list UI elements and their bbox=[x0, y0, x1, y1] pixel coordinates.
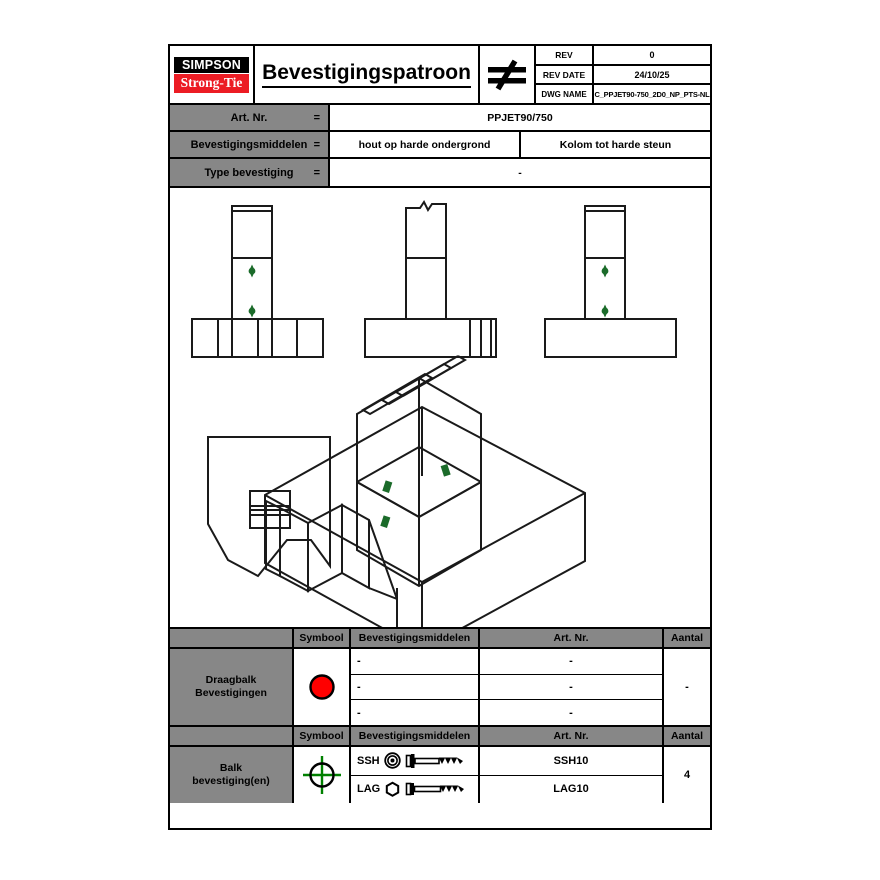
spec-label-bevestigingsmiddelen bbox=[170, 132, 330, 157]
rev-date-value: 24/10/25 bbox=[634, 69, 670, 80]
row-label-line1: Draagbalk bbox=[205, 673, 257, 686]
lag-screw-icon bbox=[405, 781, 467, 797]
logo-strongtie-text: Strong-Tie bbox=[174, 74, 249, 93]
row-label-balk bbox=[170, 747, 294, 803]
fastener-lag-cell bbox=[351, 776, 480, 804]
fastener-art-nr: - bbox=[480, 675, 664, 700]
front-elevation-view bbox=[192, 206, 323, 357]
hex-head-icon bbox=[384, 781, 401, 798]
header-symbool: Symbool bbox=[294, 629, 351, 647]
fastener-marker bbox=[249, 265, 256, 278]
drawing-canvas bbox=[170, 188, 710, 629]
isometric-3d-view bbox=[265, 356, 585, 629]
red-filled-circle-icon bbox=[305, 670, 339, 704]
header-aantal: Aantal bbox=[670, 632, 704, 644]
rev-date-label: REV DATE bbox=[536, 66, 594, 84]
header-spacer bbox=[170, 727, 294, 745]
header-aantal: Aantal bbox=[670, 730, 704, 742]
simpson-strongtie-logo bbox=[170, 46, 255, 103]
table-row bbox=[351, 700, 664, 725]
fastener-marker bbox=[380, 515, 390, 528]
fastener-marker bbox=[382, 480, 392, 493]
fastener-ssh-cell bbox=[351, 747, 480, 775]
dwg-name-value: C_PPJET90-750_2D0_NP_PTS-NL bbox=[594, 89, 710, 99]
screw-icon bbox=[405, 753, 467, 769]
fastener-art-nr: - bbox=[480, 700, 664, 725]
fastener-marker bbox=[441, 464, 451, 477]
drawing-title-text: Bevestigingspatroon bbox=[262, 61, 471, 88]
rev-value: 0 bbox=[649, 49, 655, 60]
header-bevestigingsmiddelen: Bevestigingsmiddelen bbox=[351, 727, 480, 745]
green-crosshair-circle-icon bbox=[300, 753, 344, 797]
fastener-name: - bbox=[351, 649, 480, 674]
symbol-cell-balk bbox=[294, 747, 351, 803]
header-bevestigingsmiddelen: Bevestigingsmiddelen bbox=[351, 629, 480, 647]
plan-section-view bbox=[208, 437, 330, 576]
spec-value-application: Kolom tot harde steun bbox=[559, 138, 672, 151]
spec-row-bevestigingsmiddelen bbox=[170, 132, 710, 159]
fastener-name: - bbox=[351, 700, 480, 725]
table-row bbox=[351, 675, 664, 701]
side-elevation-view bbox=[365, 202, 496, 357]
symbol-cell-draagbalk bbox=[294, 649, 351, 725]
title-block bbox=[170, 46, 710, 105]
logo-simpson-text: SIMPSON bbox=[174, 57, 249, 74]
row-label-line1: Balk bbox=[219, 761, 243, 774]
washer-head-icon bbox=[384, 752, 401, 769]
rev-row bbox=[536, 46, 710, 66]
rev-date-row bbox=[536, 66, 710, 86]
spec-row-type-bevestiging bbox=[170, 159, 710, 186]
fastener-art-nr: SSH10 bbox=[480, 747, 664, 775]
spec-label-art-nr bbox=[170, 105, 330, 130]
rear-elevation-view bbox=[545, 206, 676, 357]
fastener-art-nr: LAG10 bbox=[480, 776, 664, 804]
equals-sign: = bbox=[313, 166, 320, 179]
drawing-sheet bbox=[168, 44, 712, 830]
spec-row-art-nr bbox=[170, 105, 710, 132]
technical-drawing bbox=[170, 188, 710, 629]
quantity-draagbalk: - bbox=[685, 681, 689, 693]
fastener-art-nr: - bbox=[480, 649, 664, 674]
page-title bbox=[255, 46, 480, 103]
row-label-line2: Bevestigingen bbox=[195, 687, 267, 699]
quantity-balk: 4 bbox=[683, 769, 691, 781]
fastener-marker bbox=[249, 305, 256, 318]
not-equal-icon bbox=[484, 58, 530, 92]
dwg-name-row bbox=[536, 85, 710, 103]
table-header-row bbox=[170, 629, 710, 649]
spec-label-type-bevestiging bbox=[170, 159, 330, 186]
fastener-name: - bbox=[351, 675, 480, 700]
table-body bbox=[170, 747, 710, 803]
draagbalk-rows bbox=[351, 649, 664, 725]
header-art-nr: Art. Nr. bbox=[480, 629, 664, 647]
spec-label-text: Type bevestiging bbox=[204, 166, 294, 179]
table-header-row bbox=[170, 727, 710, 747]
header-symbool: Symbool bbox=[294, 727, 351, 745]
projection-symbol bbox=[480, 46, 536, 103]
fastener-marker bbox=[602, 265, 609, 278]
rev-label: REV bbox=[536, 46, 594, 64]
balk-rows bbox=[351, 747, 664, 803]
dwg-name-label: DWG NAME bbox=[536, 85, 594, 103]
revision-block bbox=[536, 46, 710, 103]
header-art-nr: Art. Nr. bbox=[480, 727, 664, 745]
balk-fastener-table bbox=[170, 727, 710, 803]
spec-value-type: - bbox=[518, 166, 522, 179]
table-body bbox=[170, 649, 710, 725]
table-row bbox=[351, 649, 664, 675]
spec-value-art-nr: PPJET90/750 bbox=[487, 111, 553, 124]
specification-table bbox=[170, 105, 710, 188]
draagbalk-fastener-table bbox=[170, 629, 710, 727]
row-label-draagbalk bbox=[170, 649, 294, 725]
table-row bbox=[351, 747, 664, 776]
spec-label-text: Art. Nr. bbox=[230, 111, 268, 124]
header-spacer bbox=[170, 629, 294, 647]
row-label-line2: bevestiging(en) bbox=[192, 775, 270, 787]
equals-sign: = bbox=[313, 111, 320, 124]
fastener-marker bbox=[602, 305, 609, 318]
spec-value-substrate: hout op harde ondergrond bbox=[330, 132, 521, 157]
fastener-name: LAG bbox=[357, 783, 381, 796]
fastener-name: SSH bbox=[357, 754, 380, 767]
spec-label-text: Bevestigingsmiddelen bbox=[190, 138, 308, 151]
table-row bbox=[351, 776, 664, 804]
equals-sign: = bbox=[313, 138, 320, 151]
